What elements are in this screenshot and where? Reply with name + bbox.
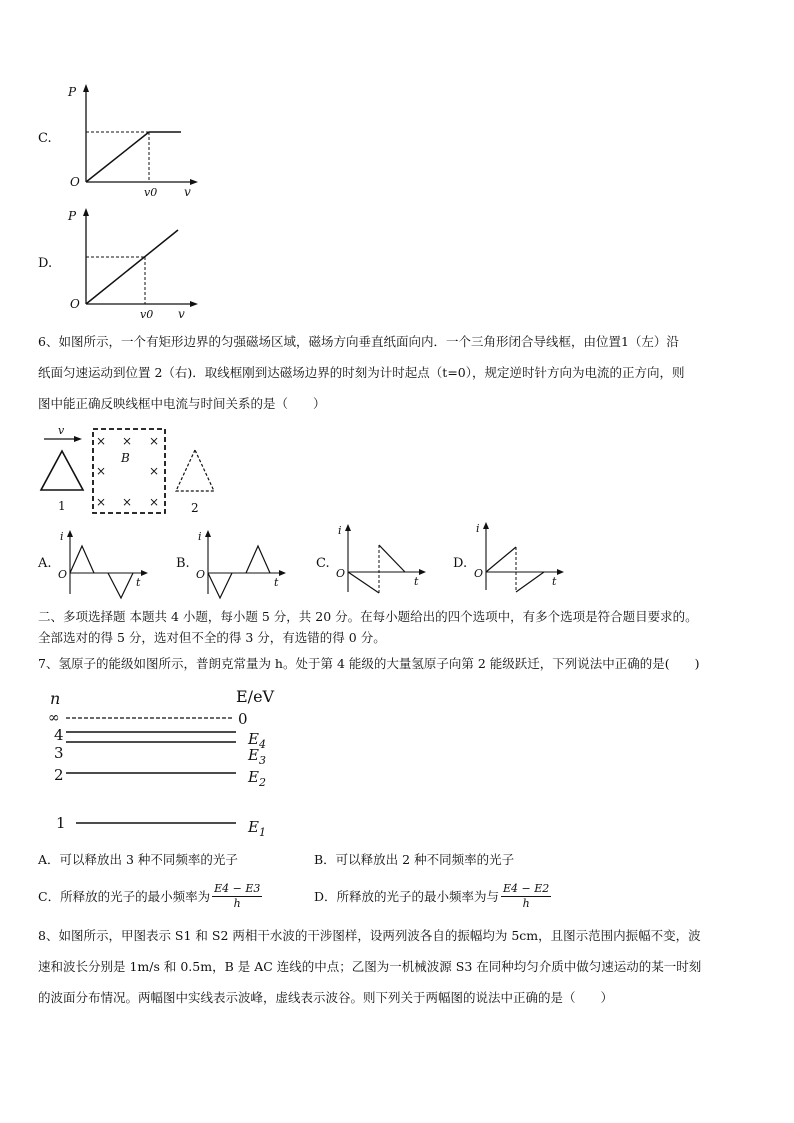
- svg-text:×: ×: [149, 495, 160, 509]
- q6-graph-b: [194, 528, 294, 600]
- n-header: n: [50, 689, 61, 708]
- svg-text:×: ×: [122, 495, 133, 509]
- level-n-2: 2: [54, 766, 64, 784]
- level-n-inf: ∞: [48, 710, 60, 726]
- level-e-2: $E_2$: [248, 768, 266, 789]
- q7-option-d: D．所释放的光子的最小频率为与 $\frac{E4 - E2}{h}$: [314, 882, 550, 910]
- q6-stem-line3: 图中能正确反映线框中电流与时间关系的是（ ）: [38, 396, 326, 411]
- svg-text:i: i: [198, 530, 202, 543]
- q7-option-a: A．可以释放出 3 种不同频率的光子: [38, 852, 238, 867]
- svg-text:O: O: [58, 568, 68, 581]
- svg-text:×: ×: [96, 464, 107, 478]
- svg-text:×: ×: [122, 434, 133, 448]
- axis-label-v: v: [184, 185, 191, 199]
- level-e-1: $E_1$: [248, 818, 266, 839]
- position-1-label: 1: [58, 499, 66, 513]
- svg-text:×: ×: [96, 495, 107, 509]
- q6-option-c-label: C.: [316, 556, 330, 571]
- graph-c: [60, 82, 200, 200]
- svg-text:i: i: [476, 522, 480, 535]
- velocity-label: v: [58, 424, 65, 437]
- q8-stem-line3: 的波面分布情况。两幅图中实线表示波峰，虚线表示波谷。则下列关于两幅图的说法中正确的是（ ）: [38, 990, 614, 1005]
- svg-text:t: t: [136, 576, 141, 589]
- svg-text:t: t: [274, 576, 279, 589]
- q7-option-b: B．可以释放出 2 种不同频率的光子: [314, 852, 515, 867]
- svg-text:O: O: [474, 567, 484, 580]
- q6-graph-d: [472, 520, 572, 594]
- field-crosses: [96, 434, 159, 509]
- section2-instructions-line2: 全部选对的得 5 分，选对但不全的得 3 分，有选错的得 0 分。: [38, 630, 386, 645]
- option-d-label: D.: [38, 256, 53, 271]
- energy-header: E/eV: [236, 687, 275, 706]
- svg-text:i: i: [338, 524, 342, 537]
- q6-stem-line1: 6、如图所示，一个有矩形边界的匀强磁场区域，磁场方向垂直纸面向内．一个三角形闭合导线框，由位置1（左）沿: [38, 334, 679, 349]
- q6-figure: [36, 424, 236, 520]
- svg-text:v0: v0: [140, 308, 154, 321]
- level-e-3: $E_3$: [248, 746, 266, 767]
- q7-option-d-fraction: $\frac{E4 - E2}{h}$: [503, 882, 550, 910]
- section2-instructions-line1: 二、多项选择题 本题共 4 小题，每小题 5 分，共 20 分。在每小题给出的四个选项中，有多个选项是符合题目要求的。: [38, 609, 698, 624]
- svg-text:P: P: [68, 209, 77, 223]
- v0-label: v0: [144, 186, 158, 199]
- q6-stem-line2: 纸面匀速运动到位置 2（右)．取线框刚到达磁场边界的时刻为计时起点（t=0），规定逆时针方向为电流的正方向，则: [38, 365, 685, 380]
- svg-text:×: ×: [149, 464, 160, 478]
- q7-option-c-fraction: $\frac{E4 - E3}{h}$: [214, 882, 261, 910]
- graph-d: [60, 206, 200, 322]
- option-c-label: C.: [38, 131, 52, 146]
- svg-text:t: t: [552, 575, 557, 588]
- level-e-4: $E_4$: [248, 730, 266, 751]
- axis-label-p: P: [68, 85, 77, 99]
- level-n-3: 3: [54, 744, 64, 762]
- svg-text:×: ×: [149, 434, 160, 448]
- level-n-4: 4: [54, 726, 64, 744]
- svg-text:v: v: [178, 307, 185, 321]
- svg-text:i: i: [60, 530, 64, 543]
- svg-text:O: O: [70, 297, 80, 311]
- svg-text:O: O: [196, 568, 206, 581]
- q7-stem: 7、氢原子的能级如图所示，普朗克常量为 h。处于第 4 能级的大量氢原子向第 2 能级跃迁，下列说法中正确的是( ): [38, 656, 700, 671]
- svg-text:t: t: [414, 575, 419, 588]
- q6-option-a-label: A.: [38, 556, 52, 571]
- svg-text:O: O: [336, 567, 346, 580]
- energy-level-diagram: [42, 684, 292, 840]
- q8-stem-line1: 8、如图所示，甲图表示 S1 和 S2 两相干水波的干涉图样，设两列波各自的振幅均为 5cm，且图示范围内振幅不变，波: [38, 928, 701, 943]
- svg-text:×: ×: [96, 434, 107, 448]
- origin-label: O: [70, 175, 80, 189]
- q6-option-b-label: B.: [176, 556, 190, 571]
- q6-graph-c: [334, 522, 434, 596]
- q8-stem-line2: 速和波长分别是 1m/s 和 0.5m，B 是 AC 连线的中点；乙图为一机械波源 S3 在同种均匀介质中做匀速运动的某一时刻: [38, 959, 702, 974]
- level-e-inf: 0: [238, 710, 248, 728]
- q6-option-d-label: D.: [453, 556, 468, 571]
- field-b-label: B: [121, 451, 130, 465]
- level-n-1: 1: [56, 814, 66, 832]
- position-2-label: 2: [191, 501, 199, 515]
- q7-option-c: C．所释放的光子的最小频率为 $\frac{E4 - E3}{h}$: [38, 882, 261, 910]
- q6-graph-a: [56, 528, 156, 600]
